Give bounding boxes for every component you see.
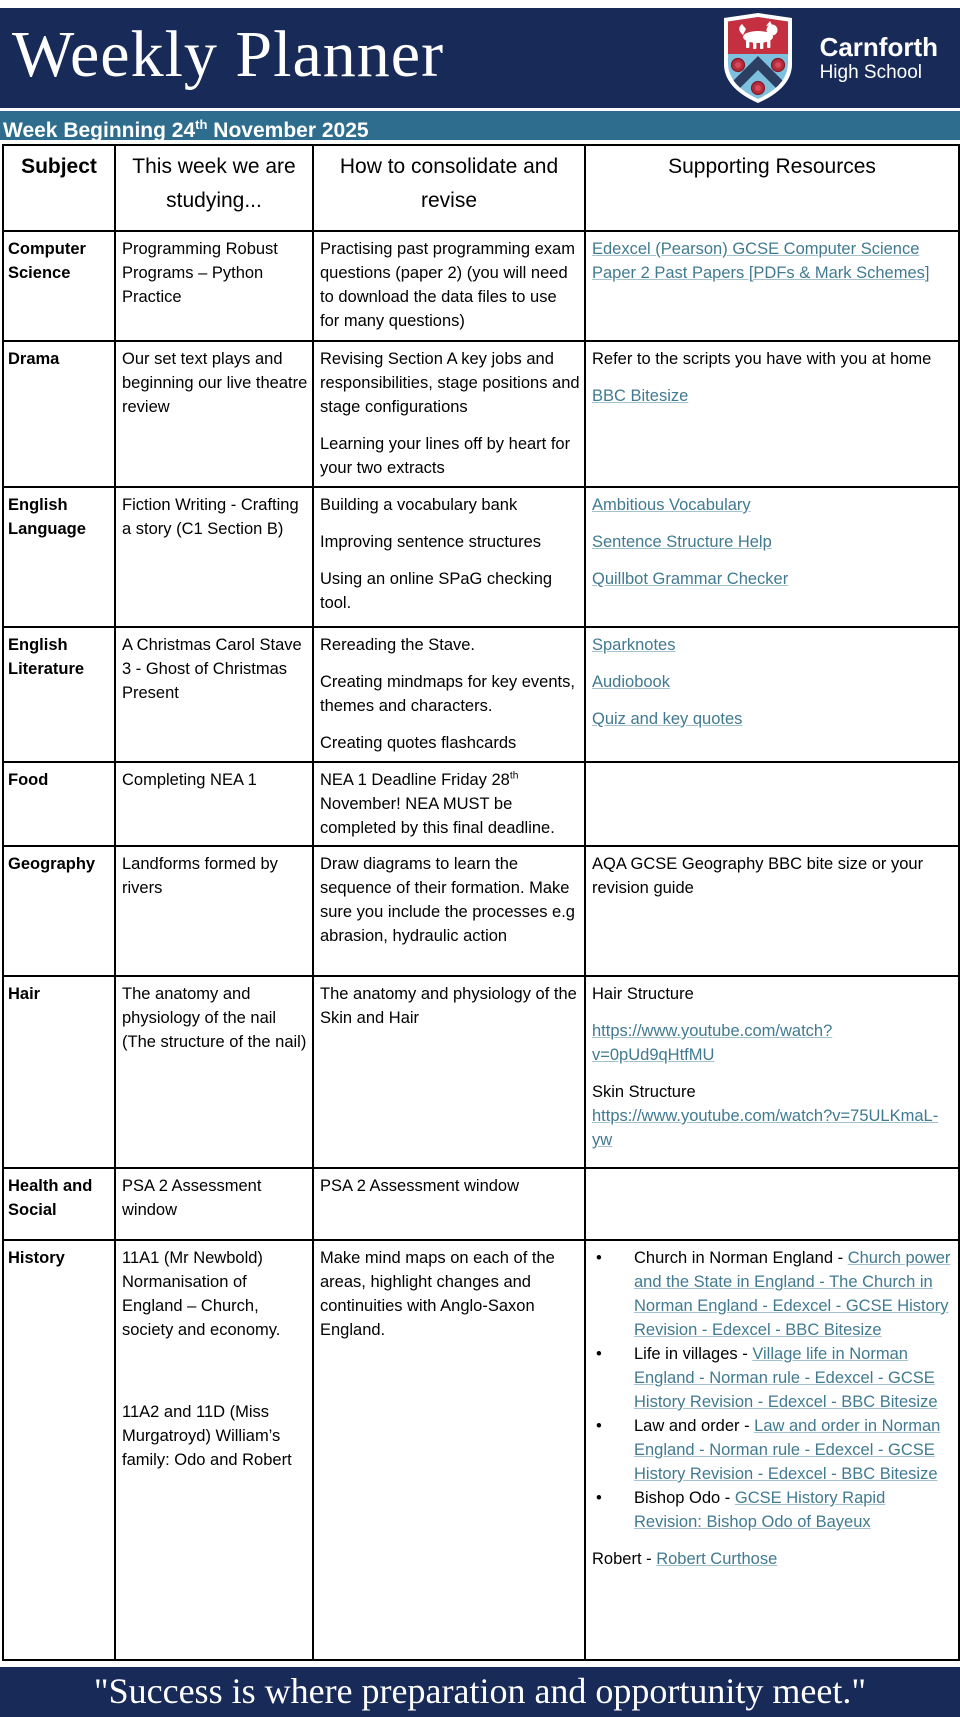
subject-label: English Literature	[3, 627, 115, 762]
subject-label: Food	[3, 762, 115, 846]
consolidate-cell	[313, 231, 585, 341]
resources-cell	[585, 1240, 959, 1660]
school-logo	[722, 12, 960, 104]
bullet-item	[592, 1486, 954, 1534]
resources-cell	[585, 487, 959, 627]
resource-link[interactable]: Quiz and key quotes	[592, 710, 743, 728]
header-banner	[0, 8, 960, 108]
text-run: AQA GCSE Geography BBC bite size or your revision guide	[592, 855, 924, 897]
col-header-consolidate: How to consolidate and revise	[313, 145, 585, 231]
text-run: The anatomy and physiology of the nail (The structure of the nail)	[122, 985, 307, 1051]
week-beginning-bar	[0, 111, 960, 140]
bullet-item	[592, 1342, 954, 1414]
paragraph	[320, 493, 580, 517]
text-run: Law and order -	[634, 1417, 755, 1435]
text-run: Programming Robust Programs – Python Practice	[122, 240, 278, 306]
subject-row-hair	[3, 976, 959, 1168]
text-run: Landforms formed by rivers	[122, 855, 278, 897]
paragraph	[320, 347, 580, 419]
bullet-text	[634, 1246, 954, 1342]
resource-link[interactable]: Quillbot Grammar Checker	[592, 570, 789, 588]
paragraph	[592, 237, 954, 285]
text-run: Hair Structure	[592, 985, 694, 1003]
resource-link[interactable]: Law and order in Norman England - Norman rule - Edexcel - GCSE History Revision - Edexcel - BBC Bitesize	[634, 1417, 941, 1483]
paragraph	[320, 633, 580, 657]
text-run: Draw diagrams to learn the sequence of their formation. Make sure you include the processes e.g abrasion, hydraulic action	[320, 855, 575, 945]
resources-cell	[585, 341, 959, 487]
text-run: Building a vocabulary bank	[320, 496, 518, 514]
consolidate-cell	[313, 627, 585, 762]
consolidate-cell	[313, 341, 585, 487]
bullet-icon: •	[596, 1417, 602, 1435]
paragraph	[320, 852, 580, 948]
paragraph	[592, 670, 954, 694]
resource-link[interactable]: Robert Curthose	[656, 1550, 778, 1568]
text-run: 11A1 (Mr Newbold) Normanisation of England – Church, society and economy.	[122, 1249, 281, 1339]
paragraph	[592, 852, 954, 900]
text-run: Practising past programming exam questions (paper 2) (you will need to download the data files to use for many questions)	[320, 240, 575, 330]
motto-quote: "Success is where preparation and opportunity meet."	[93, 1671, 867, 1711]
text-run: th	[509, 770, 519, 782]
page-title: Weekly Planner	[12, 18, 445, 91]
text-run: PSA 2 Assessment window	[320, 1177, 520, 1195]
resources-cell	[585, 976, 959, 1168]
text-run: Bishop Odo -	[634, 1489, 735, 1507]
studying-cell	[115, 846, 313, 976]
col-header-studying: This week we are studying...	[115, 145, 313, 231]
bullet-item	[592, 1414, 954, 1486]
subject-label: Drama	[3, 341, 115, 487]
text-run: Creating mindmaps for key events, themes and characters.	[320, 673, 575, 715]
subject-row-food	[3, 762, 959, 846]
subject-row-health-and-social	[3, 1168, 959, 1240]
paragraph	[592, 567, 954, 591]
paragraph	[592, 633, 954, 657]
subject-row-english-literature	[3, 627, 959, 762]
resources-cell	[585, 627, 959, 762]
subject-row-geography	[3, 846, 959, 976]
paragraph	[320, 670, 580, 718]
resource-link[interactable]: Ambitious Vocabulary	[592, 496, 751, 514]
text-run: NEA 1 Deadline Friday 28	[320, 771, 510, 789]
paragraph	[320, 432, 580, 480]
paragraph	[592, 1019, 954, 1067]
subject-row-computer-science	[3, 231, 959, 341]
planner-table	[2, 144, 960, 1661]
text-run: A Christmas Carol Stave 3 - Ghost of Christmas Present	[122, 636, 302, 702]
studying-cell	[115, 487, 313, 627]
resource-link[interactable]: Edexcel (Pearson) GCSE Computer Science Paper 2 Past Papers [PDFs & Mark Schemes]	[592, 240, 930, 282]
paragraph	[592, 707, 954, 731]
text-run: Completing NEA 1	[122, 771, 257, 789]
footer-quote-bar	[0, 1667, 960, 1717]
paragraph	[320, 768, 580, 840]
col-header-subject: Subject	[3, 145, 115, 231]
week-beginning-text: Week Beginning 24	[3, 119, 196, 142]
text-run: November! NEA MUST be completed by this final deadline.	[320, 795, 555, 837]
text-run: Our set text plays and beginning our live theatre review	[122, 350, 308, 416]
bullet-text	[634, 1486, 954, 1534]
paragraph	[122, 1174, 308, 1222]
text-run: 11A2 and 11D (Miss Murgatroyd) William’s family: Odo and Robert	[122, 1403, 292, 1469]
school-text-block	[820, 33, 938, 83]
resource-link[interactable]: https://www.youtube.com/watch?v=75ULKmaL-yw	[592, 1107, 939, 1149]
paragraph	[592, 347, 954, 371]
text-run: Learning your lines off by heart for your two extracts	[320, 435, 571, 477]
consolidate-cell	[313, 762, 585, 846]
bullet-text	[634, 1414, 954, 1486]
text-run: Robert -	[592, 1550, 657, 1568]
resource-link[interactable]: GCSE History Rapid Revision: Bishop Odo of Bayeux	[634, 1489, 886, 1531]
subject-row-english-language	[3, 487, 959, 627]
text-run: Using an online SPaG checking tool.	[320, 570, 553, 612]
subject-row-drama	[3, 341, 959, 487]
bullet-icon: •	[596, 1489, 602, 1507]
paragraph	[122, 493, 308, 541]
school-name: Carnforth	[819, 31, 938, 62]
paragraph	[122, 852, 308, 900]
paragraph	[592, 530, 954, 554]
resource-link[interactable]: BBC Bitesize	[592, 387, 689, 405]
resources-cell	[585, 846, 959, 976]
subject-label: English Language	[3, 487, 115, 627]
consolidate-cell	[313, 487, 585, 627]
paragraph	[592, 1104, 954, 1152]
col-header-resources: Supporting Resources	[585, 145, 959, 231]
week-beginning-ordinal: th	[195, 117, 208, 132]
text-run: Fiction Writing - Crafting a story (C1 Section B)	[122, 496, 299, 538]
studying-cell	[115, 341, 313, 487]
text-run: Improving sentence structures	[320, 533, 542, 551]
text-run: Creating quotes flashcards	[320, 734, 517, 752]
subject-label: Computer Science	[3, 231, 115, 341]
resource-link[interactable]: https://www.youtube.com/watch?v=0pUd9qHtfMU	[592, 1022, 833, 1064]
resources-cell	[585, 1168, 959, 1240]
paragraph	[122, 1246, 308, 1342]
bullet-icon: •	[596, 1249, 602, 1267]
school-crest-icon	[722, 12, 794, 104]
paragraph	[320, 567, 580, 615]
text-run: Refer to the scripts you have with you at home	[592, 350, 932, 368]
text-run: PSA 2 Assessment window	[122, 1177, 262, 1219]
resources-cell	[585, 231, 959, 341]
consolidate-cell	[313, 1240, 585, 1660]
consolidate-cell	[313, 1168, 585, 1240]
paragraph	[122, 768, 308, 792]
text-run: Rereading the Stave.	[320, 636, 476, 654]
paragraph	[122, 982, 308, 1054]
resource-link[interactable]: Church power and the State in England - The Church in Norman England - Edexcel - GCSE History Revision - Edexcel - BBC Bitesize	[634, 1249, 951, 1339]
table-header-row	[3, 145, 959, 231]
paragraph	[320, 731, 580, 755]
paragraph	[592, 1547, 954, 1571]
bullet-icon: •	[596, 1345, 602, 1363]
paragraph	[320, 237, 580, 333]
paragraph	[122, 1400, 308, 1472]
text-run: Make mind maps on each of the areas, highlight changes and continuities with Anglo-Saxon England.	[320, 1249, 555, 1339]
studying-cell	[115, 976, 313, 1168]
studying-cell	[115, 1240, 313, 1660]
resource-link[interactable]: Sparknotes	[592, 636, 676, 654]
school-subtitle: High School	[819, 61, 923, 83]
subject-label: History	[3, 1240, 115, 1660]
paragraph	[592, 982, 954, 1006]
consolidate-cell	[313, 976, 585, 1168]
studying-cell	[115, 762, 313, 846]
bullet-text	[634, 1342, 954, 1414]
paragraph	[122, 347, 308, 419]
paragraph	[320, 1174, 580, 1198]
text-run: The anatomy and physiology of the Skin and Hair	[320, 985, 577, 1027]
subject-label: Geography	[3, 846, 115, 976]
bullet-item	[592, 1246, 954, 1342]
subject-row-history	[3, 1240, 959, 1660]
text-run: Skin Structure	[592, 1083, 696, 1101]
studying-cell	[115, 627, 313, 762]
studying-cell	[115, 231, 313, 341]
paragraph	[122, 237, 308, 309]
paragraph	[122, 633, 308, 705]
week-beginning-text-after: November 2025	[207, 119, 369, 142]
consolidate-cell	[313, 846, 585, 976]
studying-cell	[115, 1168, 313, 1240]
paragraph	[320, 982, 580, 1030]
paragraph	[320, 1246, 580, 1342]
text-run: Revising Section A key jobs and responsibilities, stage positions and stage configurations	[320, 350, 580, 416]
resource-link[interactable]: Sentence Structure Help	[592, 533, 772, 551]
paragraph	[592, 384, 954, 408]
text-run: Life in villages -	[634, 1345, 753, 1363]
subject-label: Health and Social	[3, 1168, 115, 1240]
paragraph	[592, 1080, 954, 1104]
resource-link[interactable]: Village life in Norman England - Norman rule - Edexcel - GCSE History Revision - Edexcel - BBC Bitesize	[634, 1345, 938, 1411]
resource-link[interactable]: Audiobook	[592, 673, 670, 691]
resources-cell	[585, 762, 959, 846]
paragraph	[592, 493, 954, 517]
subject-label: Hair	[3, 976, 115, 1168]
text-run: Church in Norman England -	[634, 1249, 848, 1267]
paragraph	[320, 530, 580, 554]
